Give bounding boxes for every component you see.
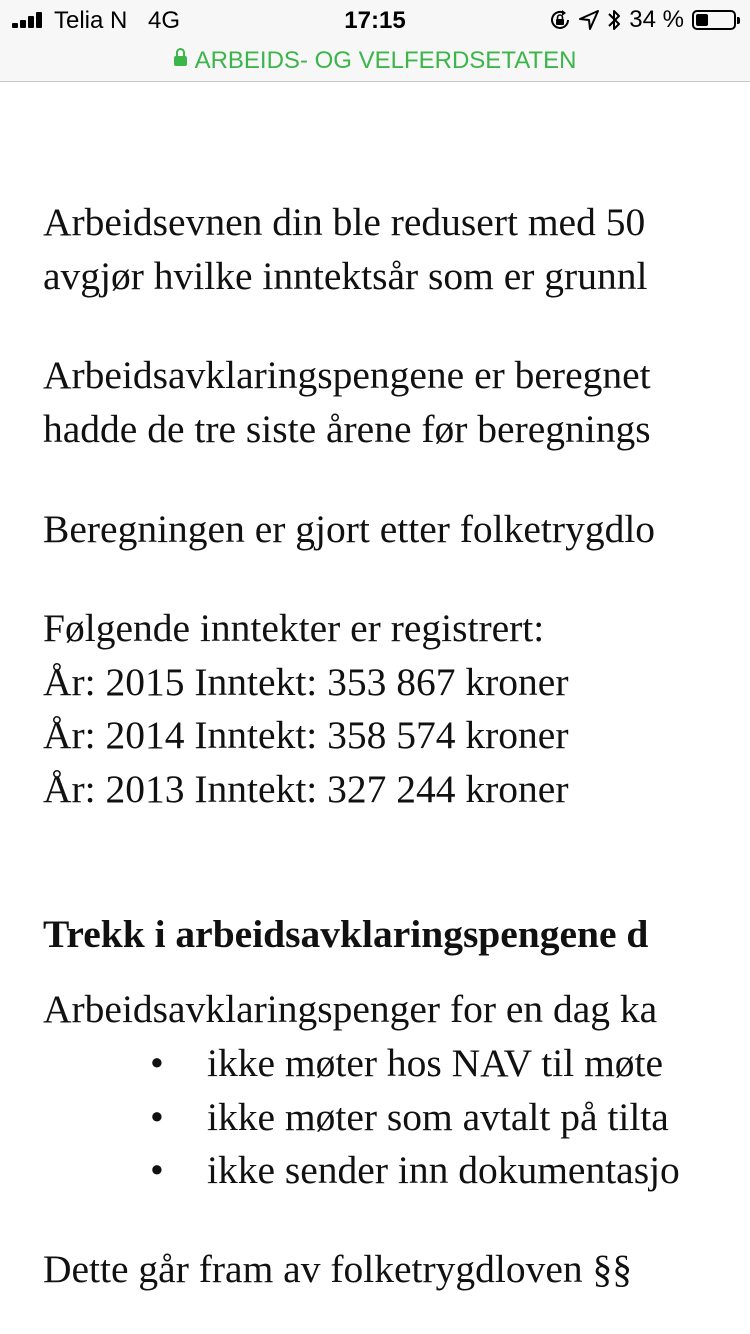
lock-icon xyxy=(174,54,187,70)
location-arrow-icon xyxy=(579,10,599,30)
bullet-icon: • xyxy=(150,1041,164,1085)
status-icons xyxy=(549,6,736,34)
paragraph-line: Arbeidsavklaringspengene er beregnet xyxy=(43,353,651,397)
status-bar xyxy=(0,0,750,40)
list-item-text: ikke møter som avtalt på tilta xyxy=(207,1095,669,1139)
paragraph-line: Arbeidsevnen din ble redusert med 50 xyxy=(43,200,646,244)
bluetooth-icon xyxy=(607,8,621,32)
document-view[interactable] xyxy=(0,84,750,1334)
battery-percentage: 34 % xyxy=(629,6,684,33)
paragraph-line: Arbeidsavklaringspenger for en dag ka xyxy=(43,987,658,1031)
battery-icon xyxy=(692,10,736,30)
bullet-icon: • xyxy=(150,1148,164,1192)
network-type: 4G xyxy=(148,7,181,34)
paragraph-line: Beregningen er gjort etter folketrygdlo xyxy=(43,507,656,551)
url-bar[interactable] xyxy=(0,40,750,82)
income-row: År: 2013 Inntekt: 327 244 kroner xyxy=(43,767,569,811)
site-name: ARBEIDS- OG VELFERDSETATEN xyxy=(194,46,577,74)
paragraph-line: hadde de tre siste årene før beregnings xyxy=(43,407,651,451)
income-row: År: 2015 Inntekt: 353 867 kroner xyxy=(43,660,569,704)
paragraph-line: avgjør hvilke inntektsår som er grunnl xyxy=(43,254,648,298)
paragraph-line: Dette går fram av folketrygdloven §§ xyxy=(43,1247,632,1291)
income-intro: Følgende inntekter er registrert: xyxy=(43,606,545,650)
income-row: År: 2014 Inntekt: 358 574 kroner xyxy=(43,713,569,757)
list-item-text: ikke sender inn dokumentasjo xyxy=(207,1148,680,1192)
status-time: 17:15 xyxy=(344,7,406,34)
battery-level-fill xyxy=(696,14,708,26)
section-heading: Trekk i arbeidsavklaringspengene d xyxy=(43,912,649,956)
rotation-lock-icon xyxy=(549,9,571,31)
bullet-icon: • xyxy=(150,1095,164,1139)
carrier-name: Telia N xyxy=(54,7,128,34)
list-item-text: ikke møter hos NAV til møte xyxy=(207,1041,664,1085)
